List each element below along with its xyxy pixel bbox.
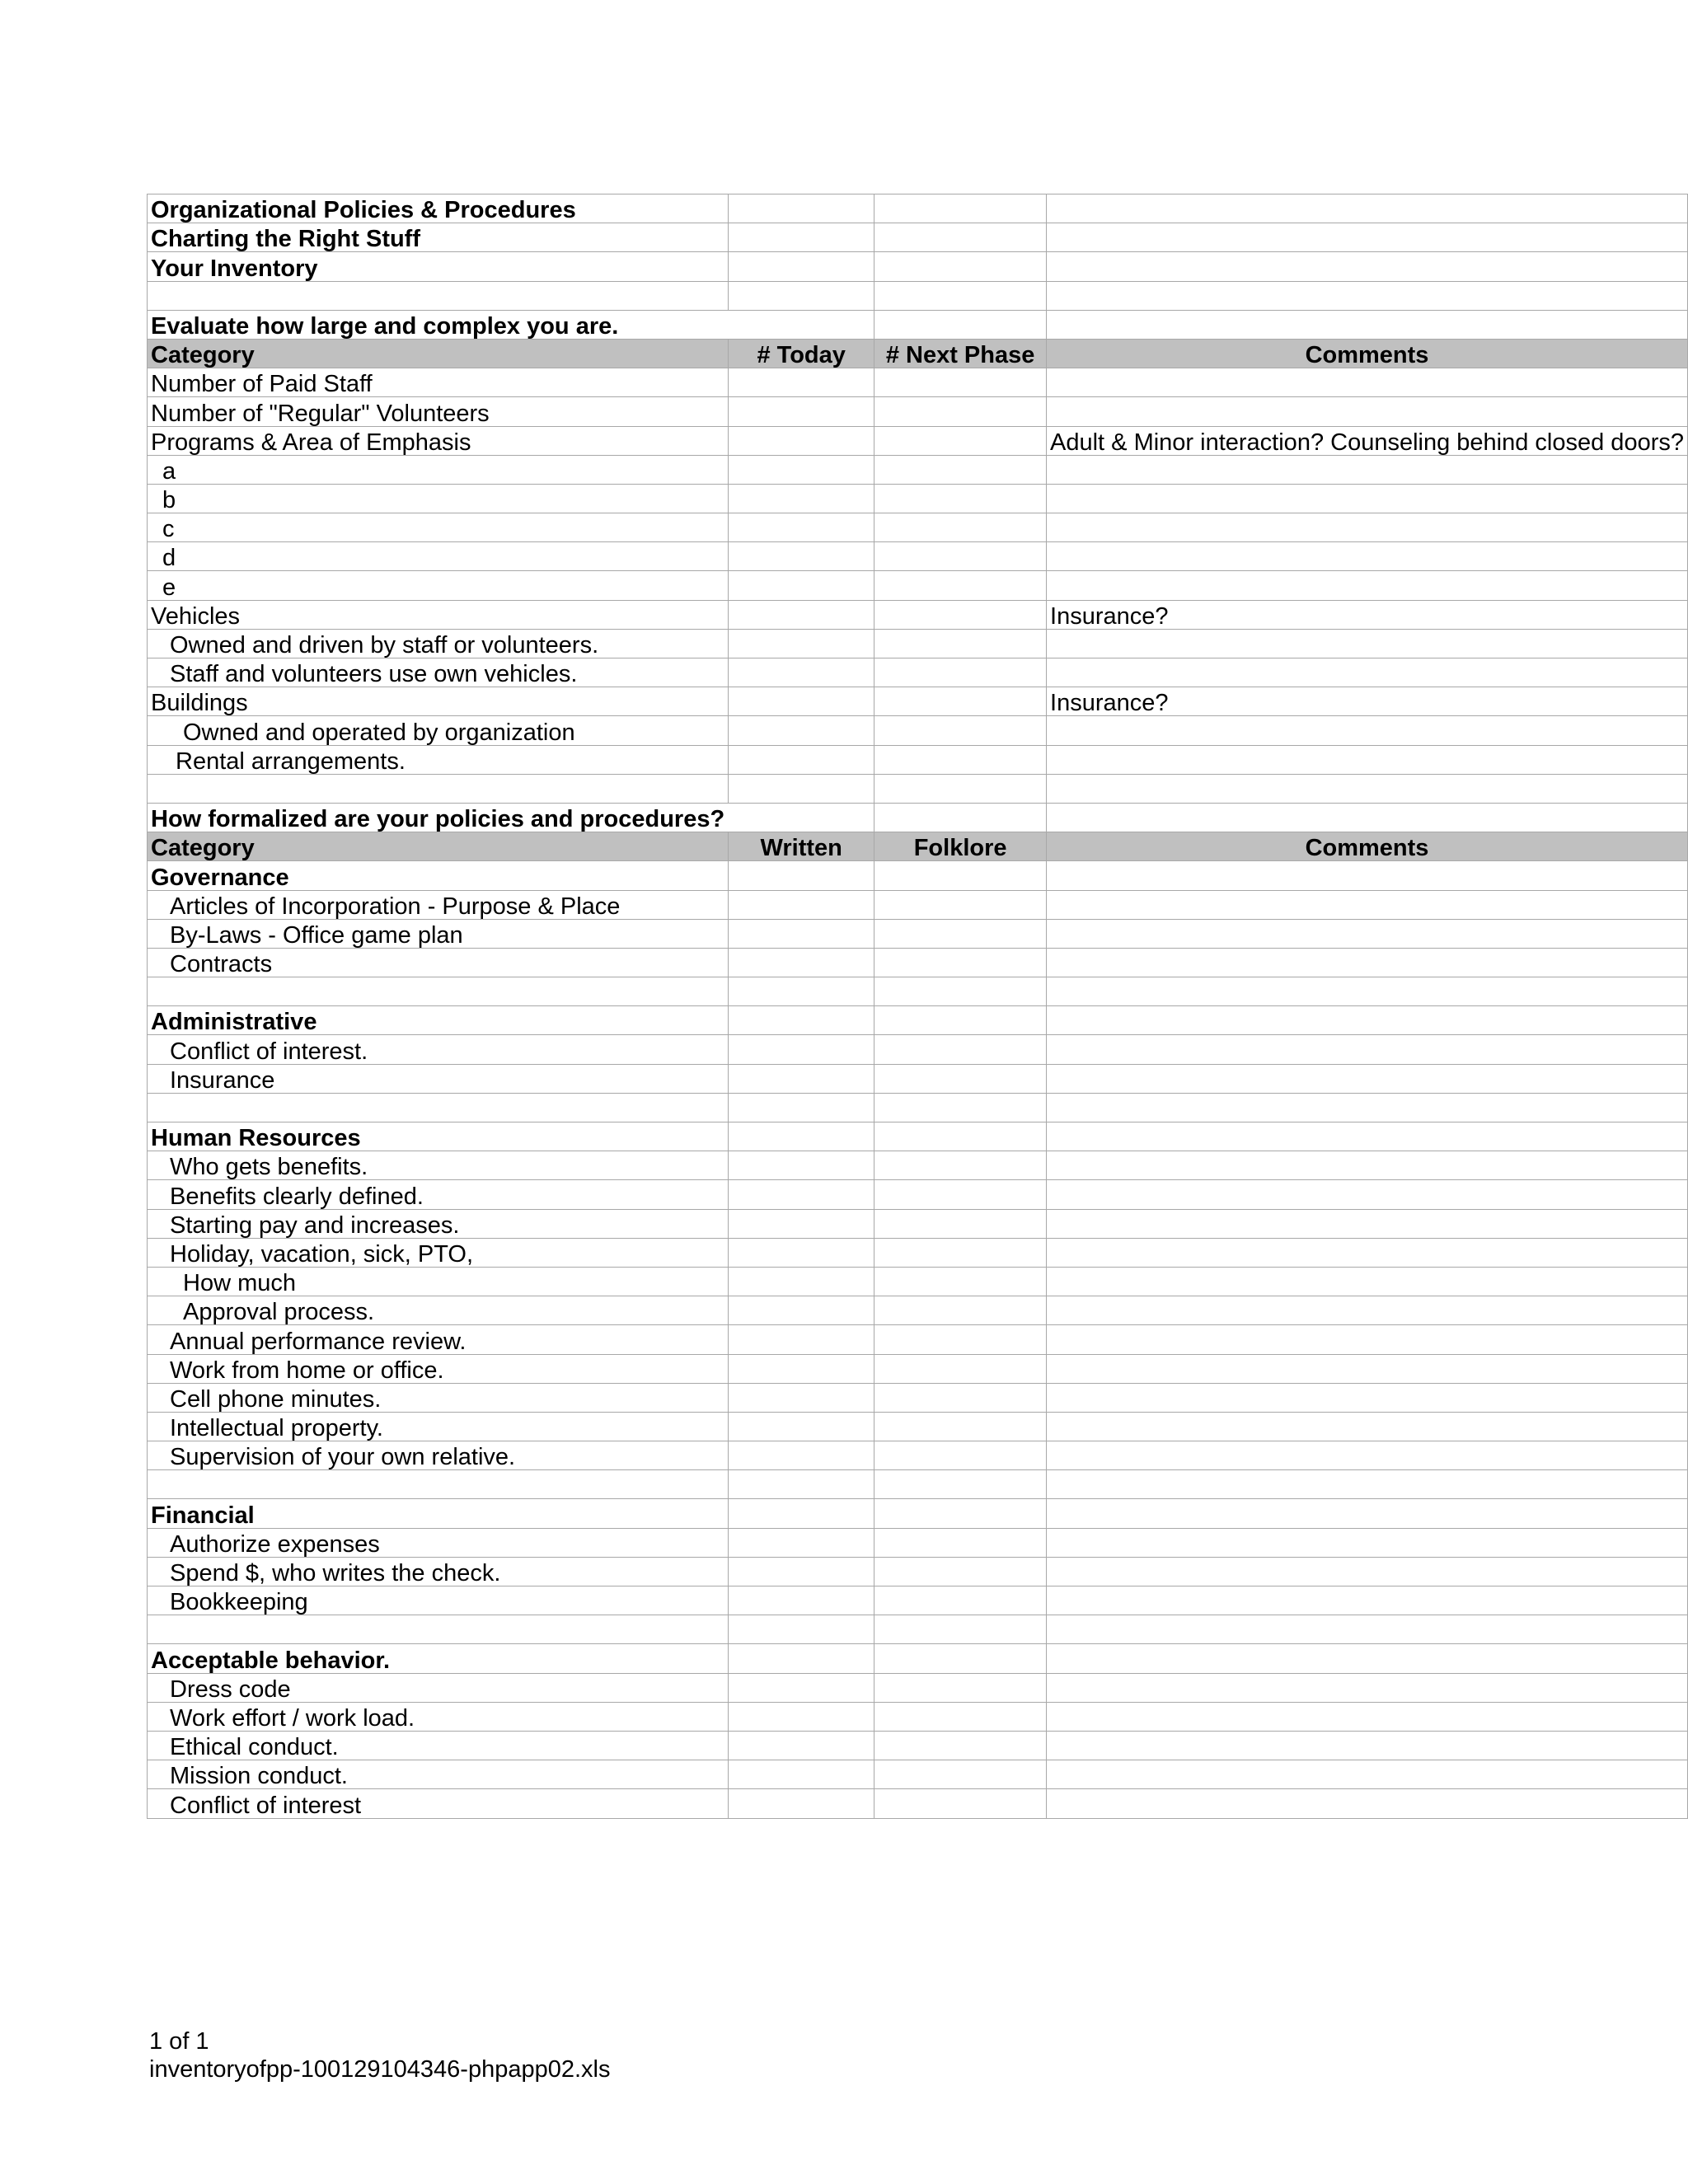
row-label[interactable]: Conflict of interest.	[148, 1035, 729, 1064]
blank-row	[148, 774, 1688, 803]
table-row	[148, 658, 1688, 687]
blank-row	[148, 1093, 1688, 1122]
row-label[interactable]: Conflict of interest	[148, 1789, 729, 1818]
row-label[interactable]: c	[148, 513, 729, 542]
row-label[interactable]: Annual performance review.	[148, 1325, 729, 1354]
group-heading[interactable]: Financial	[148, 1499, 729, 1528]
table-row	[148, 948, 1688, 977]
row-label[interactable]: Supervision of your own relative.	[148, 1441, 729, 1470]
blank-row	[148, 977, 1688, 1006]
table-row	[148, 397, 1688, 426]
comment-cell[interactable]: Insurance?	[1047, 687, 1688, 716]
table-row	[148, 629, 1688, 658]
table-row	[148, 1673, 1688, 1702]
table-row	[148, 1789, 1688, 1818]
table-row	[148, 455, 1688, 484]
row-label[interactable]: Benefits clearly defined.	[148, 1180, 729, 1209]
table-row	[148, 1557, 1688, 1586]
table-row	[148, 1064, 1688, 1093]
row-label[interactable]: Mission conduct.	[148, 1760, 729, 1789]
table-row	[148, 600, 1688, 629]
subtitle-cell[interactable]: Charting the Right Stuff	[148, 223, 729, 252]
comment-cell[interactable]: Insurance?	[1047, 600, 1688, 629]
header-folklore[interactable]: Folklore	[874, 832, 1047, 861]
header-category[interactable]: Category	[148, 339, 729, 368]
table-row	[148, 484, 1688, 513]
comment-cell[interactable]: Adult & Minor interaction? Counseling behind closed doors?	[1047, 426, 1688, 455]
row-label[interactable]: Who gets benefits.	[148, 1151, 729, 1180]
row-label[interactable]: Work from home or office.	[148, 1354, 729, 1383]
table-row	[148, 1180, 1688, 1209]
row-label[interactable]: Vehicles	[148, 600, 729, 629]
table-row	[148, 1296, 1688, 1325]
row-label[interactable]: b	[148, 484, 729, 513]
group-heading-row	[148, 1644, 1688, 1673]
inventory-title-row	[148, 252, 1688, 281]
blank-row	[148, 1470, 1688, 1499]
table-row	[148, 1035, 1688, 1064]
row-label[interactable]: Staff and volunteers use own vehicles.	[148, 658, 729, 687]
row-label[interactable]: Approval process.	[148, 1296, 729, 1325]
group-heading-row	[148, 1006, 1688, 1035]
section1-prompt-row	[148, 310, 1688, 339]
table-row	[148, 1238, 1688, 1267]
table-row	[148, 1586, 1688, 1615]
row-label[interactable]: Buildings	[148, 687, 729, 716]
table-row	[148, 513, 1688, 542]
table-row	[148, 571, 1688, 600]
table-row	[148, 1412, 1688, 1441]
row-label[interactable]: Rental arrangements.	[148, 745, 729, 774]
page-footer	[149, 2027, 611, 2083]
subtitle-row	[148, 223, 1688, 252]
table-row	[148, 1731, 1688, 1760]
blank-row	[148, 281, 1688, 310]
group-heading-row	[148, 1122, 1688, 1151]
row-label[interactable]: Starting pay and increases.	[148, 1209, 729, 1238]
table-row	[148, 1354, 1688, 1383]
section1-header-row	[148, 339, 1688, 368]
section2-prompt[interactable]: How formalized are your policies and procedures?	[148, 803, 729, 832]
section2-header-row	[148, 832, 1688, 861]
section1-prompt[interactable]: Evaluate how large and complex you are.	[148, 310, 729, 339]
row-label[interactable]: Number of "Regular" Volunteers	[148, 397, 729, 426]
row-label[interactable]: Cell phone minutes.	[148, 1383, 729, 1412]
blank-row	[148, 1615, 1688, 1644]
row-label[interactable]: Owned and operated by organization	[148, 716, 729, 745]
table-row	[148, 890, 1688, 919]
section2-prompt-row	[148, 803, 1688, 832]
table-row	[148, 687, 1688, 716]
table-row	[148, 1325, 1688, 1354]
row-label[interactable]: Spend $, who writes the check.	[148, 1557, 729, 1586]
header-comments[interactable]: Comments	[1047, 339, 1688, 368]
row-label[interactable]: Articles of Incorporation - Purpose & Place	[148, 890, 729, 919]
table-row	[148, 1267, 1688, 1296]
file-name: inventoryofpp-100129104346-phpapp02.xls	[149, 2056, 611, 2083]
row-label[interactable]: Owned and driven by staff or volunteers.	[148, 629, 729, 658]
group-heading[interactable]: Human Resources	[148, 1122, 729, 1151]
inventory-spreadsheet	[147, 194, 1688, 1819]
page-number: 1 of 1	[149, 2028, 209, 2055]
table-row	[148, 1383, 1688, 1412]
row-label[interactable]: Ethical conduct.	[148, 1731, 729, 1760]
title-row	[148, 194, 1688, 223]
row-label[interactable]: Authorize expenses	[148, 1528, 729, 1557]
row-label[interactable]: a	[148, 455, 729, 484]
row-label[interactable]: How much	[148, 1267, 729, 1296]
table-row	[148, 919, 1688, 948]
row-label[interactable]: Work effort / work load.	[148, 1702, 729, 1731]
header-comments[interactable]: Comments	[1047, 832, 1688, 861]
group-heading[interactable]: Governance	[148, 861, 729, 890]
title-cell[interactable]: Organizational Policies & Procedures	[148, 194, 729, 223]
row-label[interactable]: d	[148, 542, 729, 571]
header-written[interactable]: Written	[729, 832, 874, 861]
row-label[interactable]: Contracts	[148, 948, 729, 977]
table-row	[148, 1441, 1688, 1470]
table-row	[148, 368, 1688, 397]
row-label[interactable]: Holiday, vacation, sick, PTO,	[148, 1238, 729, 1267]
table-row	[148, 542, 1688, 571]
header-today[interactable]: # Today	[729, 339, 874, 368]
inventory-title-cell[interactable]: Your Inventory	[148, 252, 729, 281]
row-label[interactable]: By-Laws - Office game plan	[148, 919, 729, 948]
row-label[interactable]: Number of Paid Staff	[148, 368, 729, 397]
group-heading-row	[148, 1499, 1688, 1528]
header-category[interactable]: Category	[148, 832, 729, 861]
group-heading[interactable]: Acceptable behavior.	[148, 1644, 729, 1673]
group-heading[interactable]: Administrative	[148, 1006, 729, 1035]
row-label[interactable]: Insurance	[148, 1064, 729, 1093]
row-label[interactable]: Intellectual property.	[148, 1412, 729, 1441]
table-row	[148, 1528, 1688, 1557]
row-label[interactable]: Programs & Area of Emphasis	[148, 426, 729, 455]
row-label[interactable]: e	[148, 571, 729, 600]
table-row	[148, 1760, 1688, 1789]
table-row	[148, 426, 1688, 455]
table-row	[148, 716, 1688, 745]
table-row	[148, 1151, 1688, 1180]
row-label[interactable]: Dress code	[148, 1673, 729, 1702]
group-heading-row	[148, 861, 1688, 890]
table-row	[148, 1209, 1688, 1238]
row-label[interactable]: Bookkeeping	[148, 1586, 729, 1615]
header-next-phase[interactable]: # Next Phase	[874, 339, 1047, 368]
table-row	[148, 745, 1688, 774]
table-row	[148, 1702, 1688, 1731]
